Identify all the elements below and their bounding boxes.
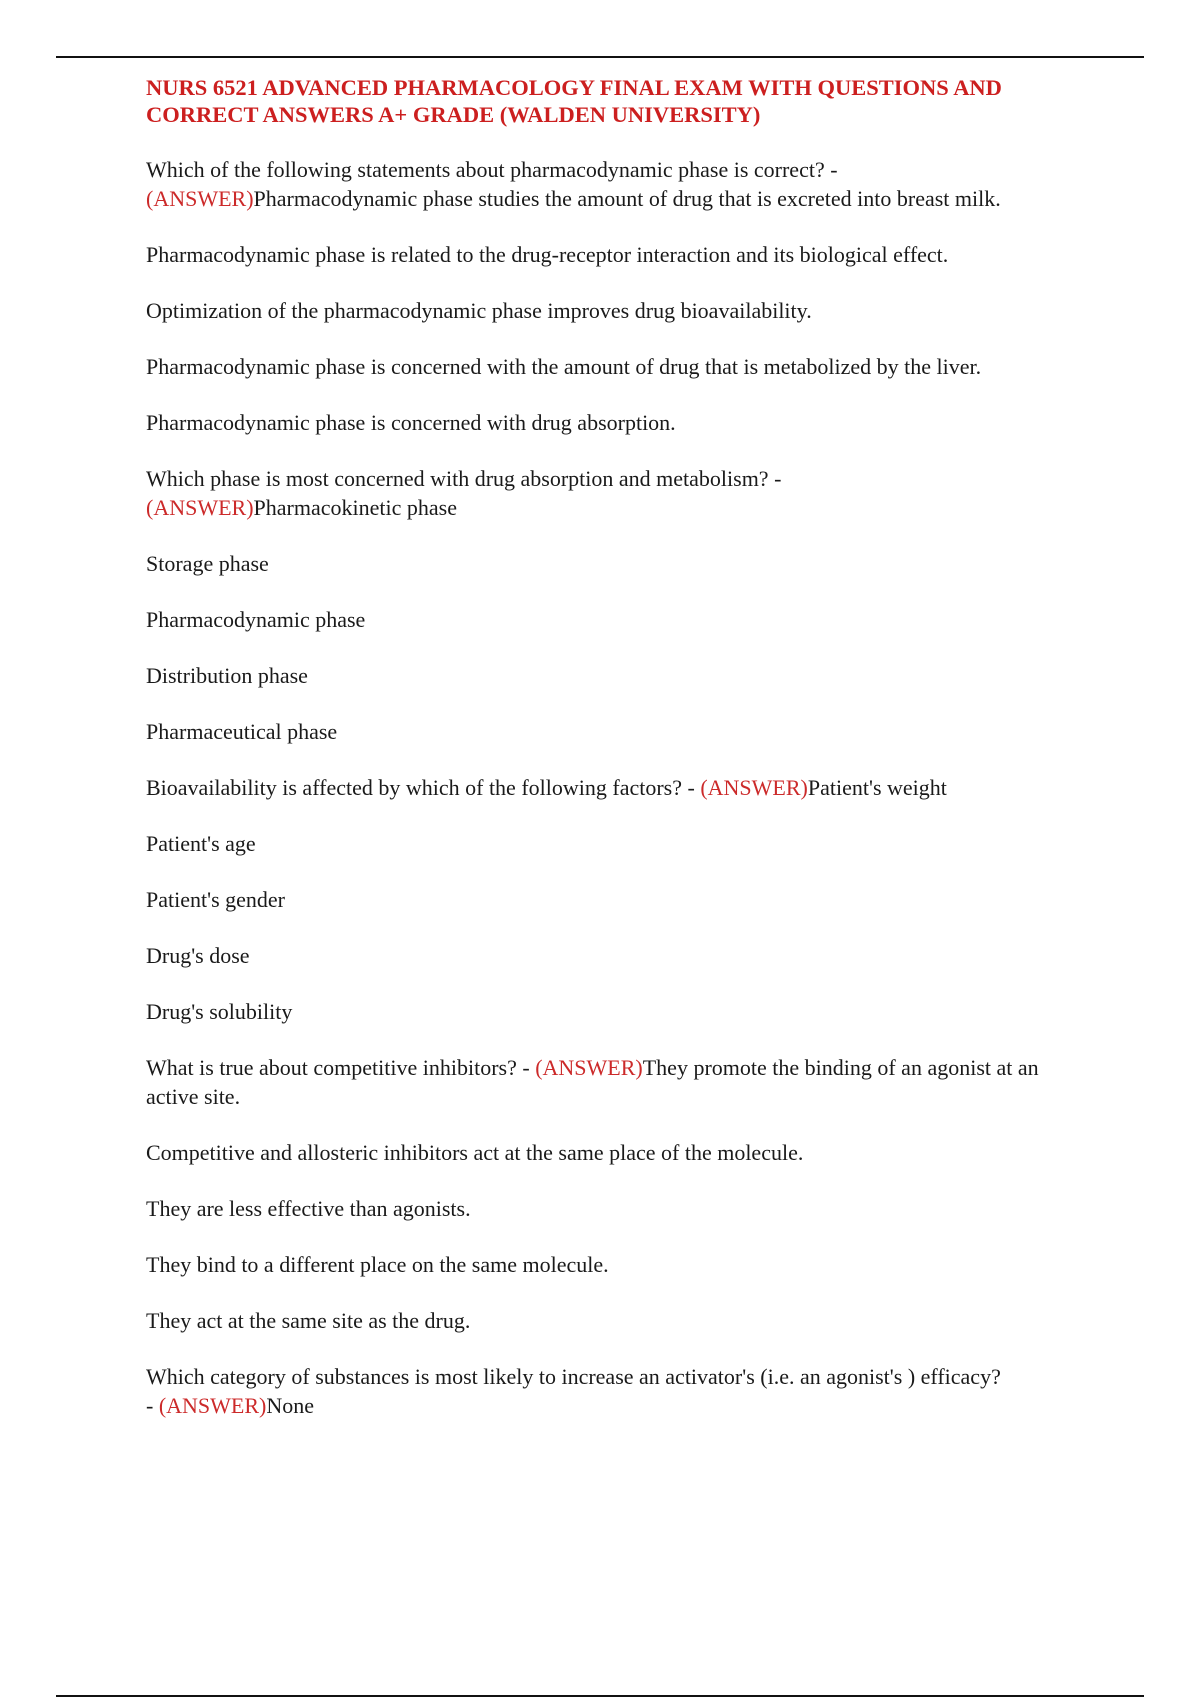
document-body (146, 74, 1096, 1447)
option-item: Storage phase (146, 551, 269, 576)
question-item (146, 464, 1096, 522)
question-text: Which phase is most concerned with drug absorption and metabolism? - (146, 466, 782, 491)
top-rule (56, 56, 1144, 58)
bottom-rule (56, 1695, 1144, 1697)
question-item (146, 155, 1096, 213)
document-title: NURS 6521 ADVANCED PHARMACOLOGY FINAL EXAM WITH QUESTIONS AND CORRECT ANSWERS A+ GRADE (WALDEN UNIVERSITY) (146, 75, 1002, 127)
question-text: Which category of substances is most likely to increase an activator's (i.e. an agonist's ) efficacy? (146, 1364, 1001, 1389)
option-item: Drug's dose (146, 943, 250, 968)
question-text: Which of the following statements about pharmacodynamic phase is correct? - (146, 157, 838, 182)
option-item: Pharmacodynamic phase is concerned with drug absorption. (146, 410, 676, 435)
answer-text: Patient's weight (807, 775, 947, 800)
question-item (146, 1053, 1096, 1111)
question-text: Bioavailability is affected by which of the following factors? - (146, 775, 701, 800)
question-list (146, 155, 1096, 1420)
question-item (146, 773, 1096, 802)
option-item: Pharmacodynamic phase (146, 607, 366, 632)
answer-label: (ANSWER) (146, 495, 254, 520)
option-item: Drug's solubility (146, 999, 293, 1024)
answer-label: (ANSWER) (158, 1393, 267, 1418)
option-item: Patient's gender (146, 887, 285, 912)
answer-text: They promote the binding of an agonist at an active site. (146, 1055, 1039, 1109)
option-item: They bind to a different place on the same molecule. (146, 1252, 609, 1277)
option-item: Pharmacodynamic phase is concerned with the amount of drug that is metabolized by the liver. (146, 354, 982, 379)
option-item: Distribution phase (146, 663, 308, 688)
option-item: They are less effective than agonists. (146, 1196, 471, 1221)
question-text: What is true about competitive inhibitors? - (146, 1055, 536, 1080)
answer-label: (ANSWER) (146, 186, 254, 211)
option-item: Competitive and allosteric inhibitors act at the same place of the molecule. (146, 1140, 804, 1165)
question-tail: - (146, 1393, 159, 1418)
answer-label: (ANSWER) (700, 775, 808, 800)
question-item (146, 1362, 1096, 1420)
option-item: Pharmacodynamic phase is related to the drug-receptor interaction and its biological effect. (146, 242, 949, 267)
option-item: Patient's age (146, 831, 256, 856)
answer-text: Pharmacokinetic phase (253, 495, 457, 520)
answer-text: None (266, 1393, 315, 1418)
option-item: Optimization of the pharmacodynamic phase improves drug bioavailability. (146, 298, 812, 323)
answer-label: (ANSWER) (535, 1055, 643, 1080)
answer-text: Pharmacodynamic phase studies the amount of drug that is excreted into breast milk. (253, 186, 1001, 211)
option-item: They act at the same site as the drug. (146, 1308, 471, 1333)
option-item: Pharmaceutical phase (146, 719, 338, 744)
